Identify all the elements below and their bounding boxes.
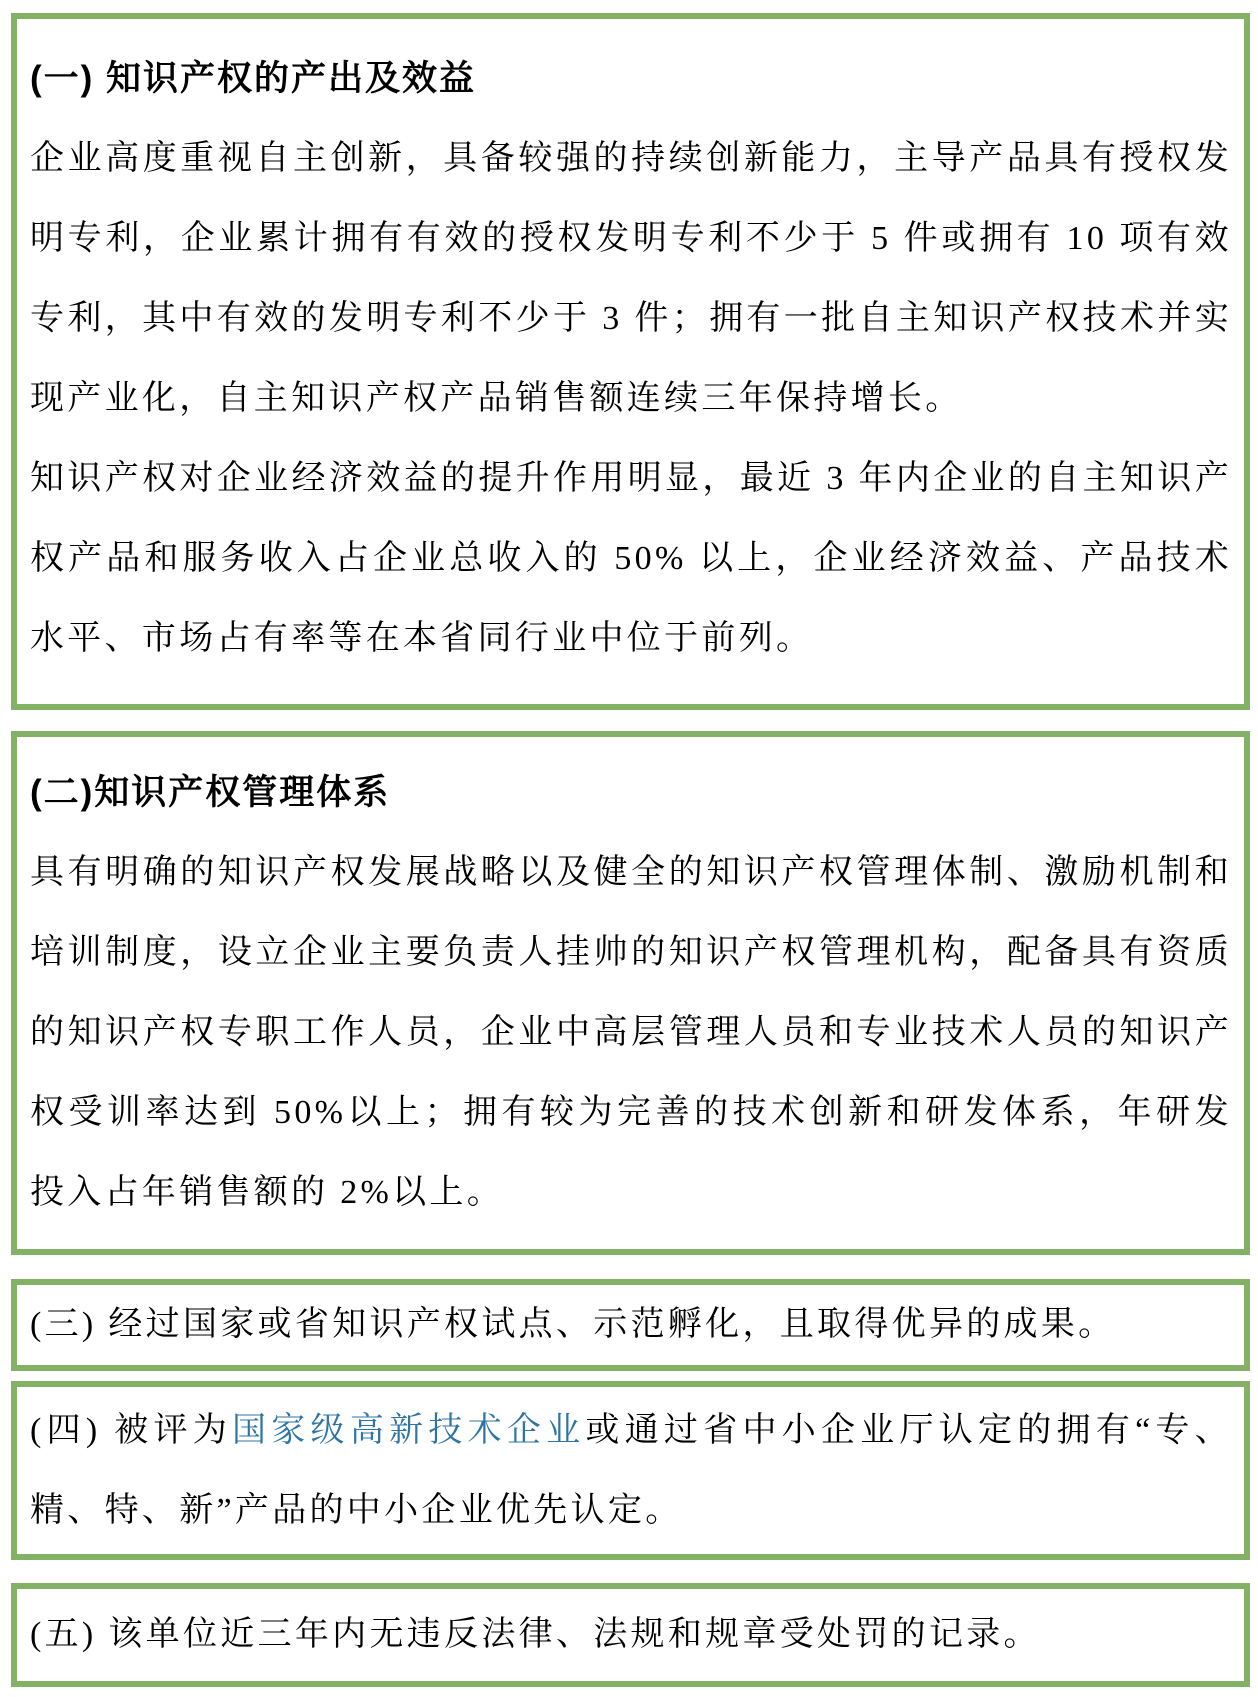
- section-3-text: (三) 经过国家或省知识产权试点、示范孵化，且取得优异的成果。: [30, 1306, 1116, 1343]
- section-1-title: (一) 知识产权的产出及效益: [30, 59, 477, 98]
- section-pilot-demonstration-box: [11, 1279, 1250, 1371]
- high-tech-enterprise-link[interactable]: 国家级高新技术企业: [232, 1412, 586, 1449]
- section-2-paragraph-1: 具有明确的知识产权发展战略以及健全的知识产权管理体制、激励机制和培训制度，设立企业主要负责人挂帅的知识产权管理机构，配备具有资质的知识产权专职工作人员，企业中高层管理人员和专业技术人员的知识产权受训率达到 50%以上；拥有较为完善的技术创新和研发体系，年研发投入占年销售额的 2%以上。: [30, 854, 1232, 1211]
- section-ip-output-benefit-box: [11, 13, 1250, 710]
- section-2-title: (二)知识产权管理体系: [30, 773, 391, 812]
- section-5-text: (五) 该单位近三年内无违反法律、法规和规章受处罚的记录。: [30, 1616, 1041, 1653]
- section-4-text-before-link: (四) 被评为: [30, 1412, 233, 1449]
- section-1-paragraph-2: 知识产权对企业经济效益的提升作用明显，最近 3 年内企业的自主知识产权产品和服务收入占企业总收入的 50% 以上，企业经济效益、产品技术水平、市场占有率等在本省同行业中位于前列。: [30, 460, 1232, 657]
- section-high-tech-enterprise-box: [11, 1381, 1250, 1560]
- section-ip-management-system-box: [11, 731, 1250, 1255]
- section-4-text: [30, 1391, 1232, 1551]
- section-1-paragraph-1: 企业高度重视自主创新，具备较强的持续创新能力，主导产品具有授权发明专利，企业累计拥有有效的授权发明专利不少于 5 件或拥有 10 项有效专利，其中有效的发明专利不少于 3 件；拥有一批自主知识产权技术并实现产业化，自主知识产权产品销售额连续三年保持增长。: [30, 140, 1232, 417]
- section-4-text-after-link: 或通过省中小企业厅认定的拥有“专、精、特、新”产品的中小企业优先认定。: [30, 1412, 1232, 1529]
- section-no-violation-record-box: [11, 1583, 1250, 1687]
